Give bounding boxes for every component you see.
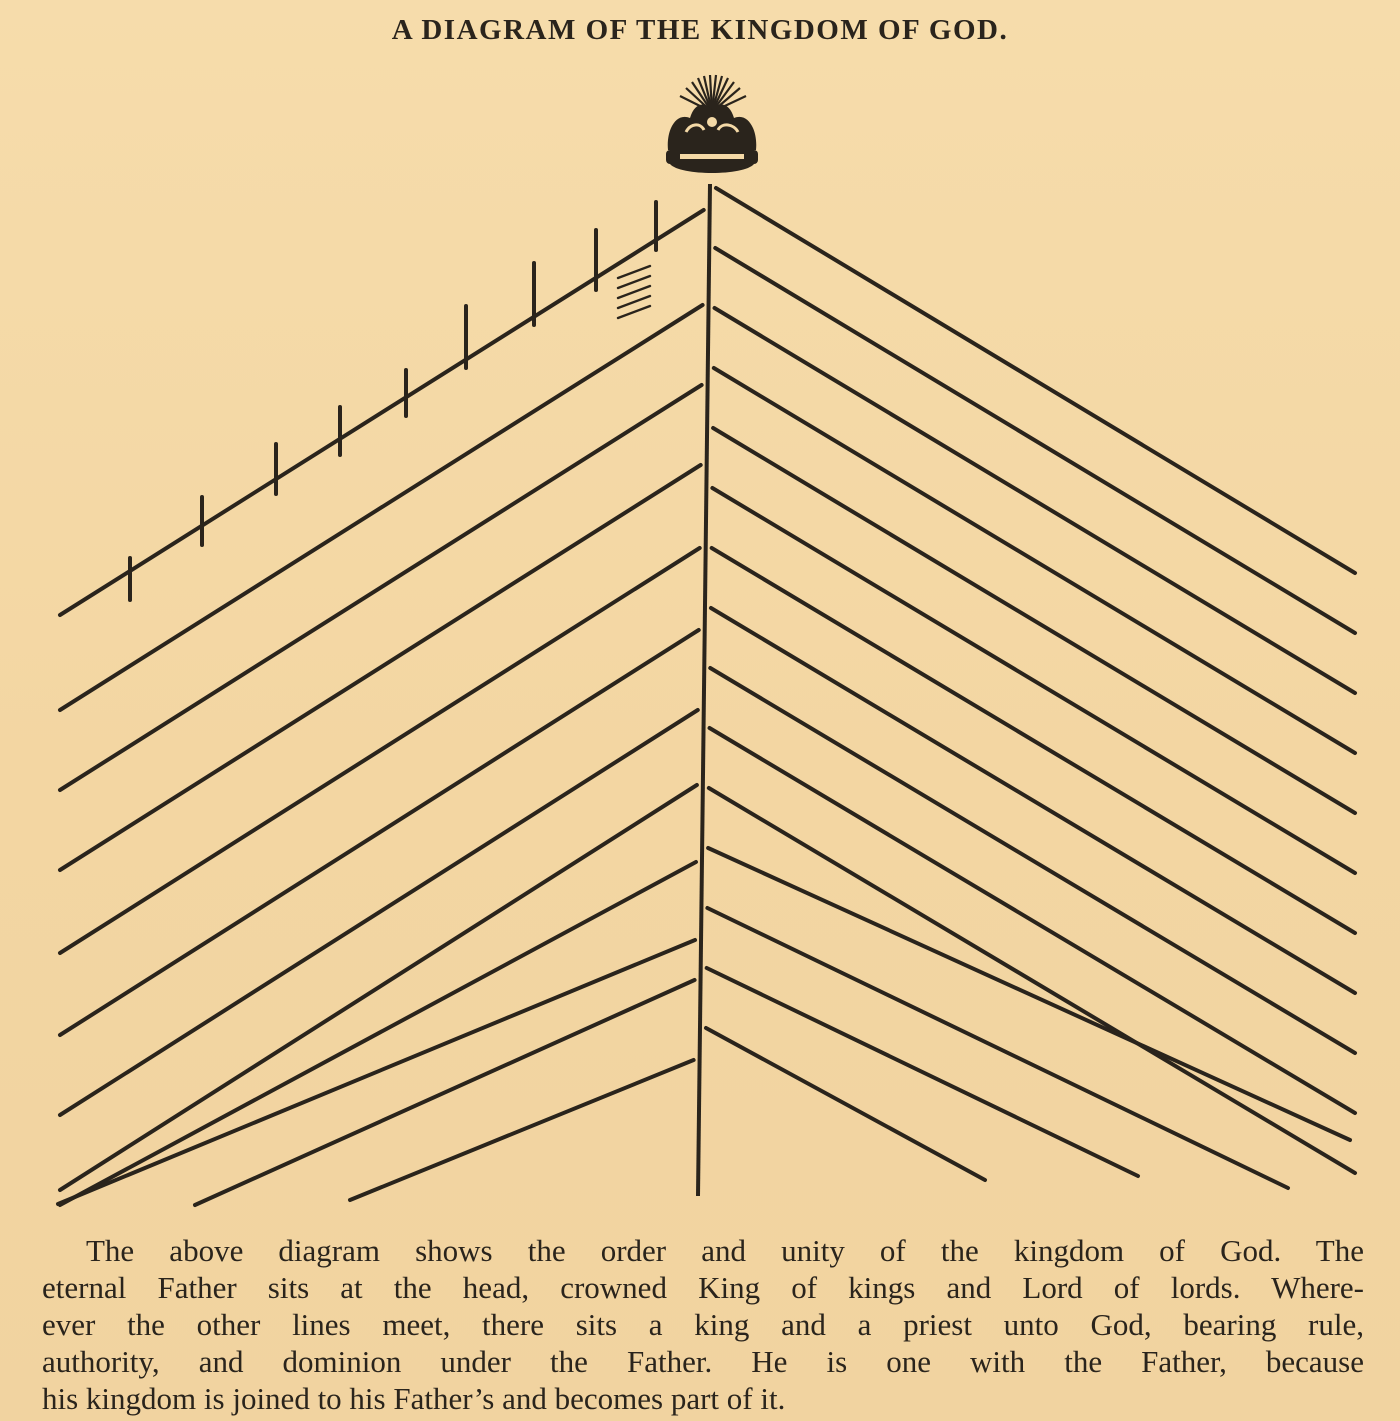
right-branch-line	[715, 308, 1355, 693]
right-branch-line	[707, 908, 1288, 1188]
left-branch-line	[60, 548, 700, 953]
left-branch-line	[60, 385, 702, 790]
right-branch-line	[706, 1028, 985, 1180]
caption-line: eternal Father sits at the head, crowned King of kings and Lord of lords. Where-	[42, 1270, 1364, 1305]
tick-marks	[130, 202, 656, 600]
right-branch-line	[715, 248, 1355, 633]
caption-line: ever the other lines meet, there sits a king and a priest unto God, bearing rule,	[42, 1307, 1364, 1342]
left-branch-line	[60, 785, 697, 1190]
right-branch-line	[716, 188, 1355, 573]
right-branch-line	[714, 368, 1355, 753]
right-branch-line	[712, 488, 1355, 873]
right-branches	[706, 188, 1355, 1188]
caption	[42, 1232, 1364, 1417]
caption-line: The above diagram shows the order and unity of the kingdom of God. The	[86, 1233, 1364, 1268]
right-branch-line	[712, 548, 1355, 933]
left-branch-line	[350, 1060, 694, 1200]
hatch-mark	[618, 296, 650, 308]
hatch-mark	[618, 306, 650, 318]
right-branch-line	[713, 428, 1355, 813]
right-branch-line	[709, 788, 1355, 1173]
hatch-mark	[618, 286, 650, 298]
left-branch-line	[60, 210, 704, 615]
caption-line: his kingdom is joined to his Father’s and becomes part of it.	[42, 1381, 786, 1416]
left-branch-line	[60, 465, 701, 870]
right-branch-line	[711, 608, 1355, 993]
left-branches	[58, 210, 704, 1205]
left-branch-line	[60, 630, 699, 1035]
right-branch-line	[710, 728, 1355, 1113]
hatch-mark	[618, 276, 650, 288]
caption-line: authority, and dominion under the Father. He is one with the Father, because	[42, 1344, 1364, 1379]
left-branch-line	[60, 305, 703, 710]
hatch-mark	[618, 266, 650, 278]
page-title: A DIAGRAM OF THE KINGDOM OF GOD.	[391, 14, 1009, 46]
crown-icon	[666, 75, 758, 173]
left-branch-line	[58, 940, 695, 1204]
trunk-line	[698, 184, 710, 1196]
